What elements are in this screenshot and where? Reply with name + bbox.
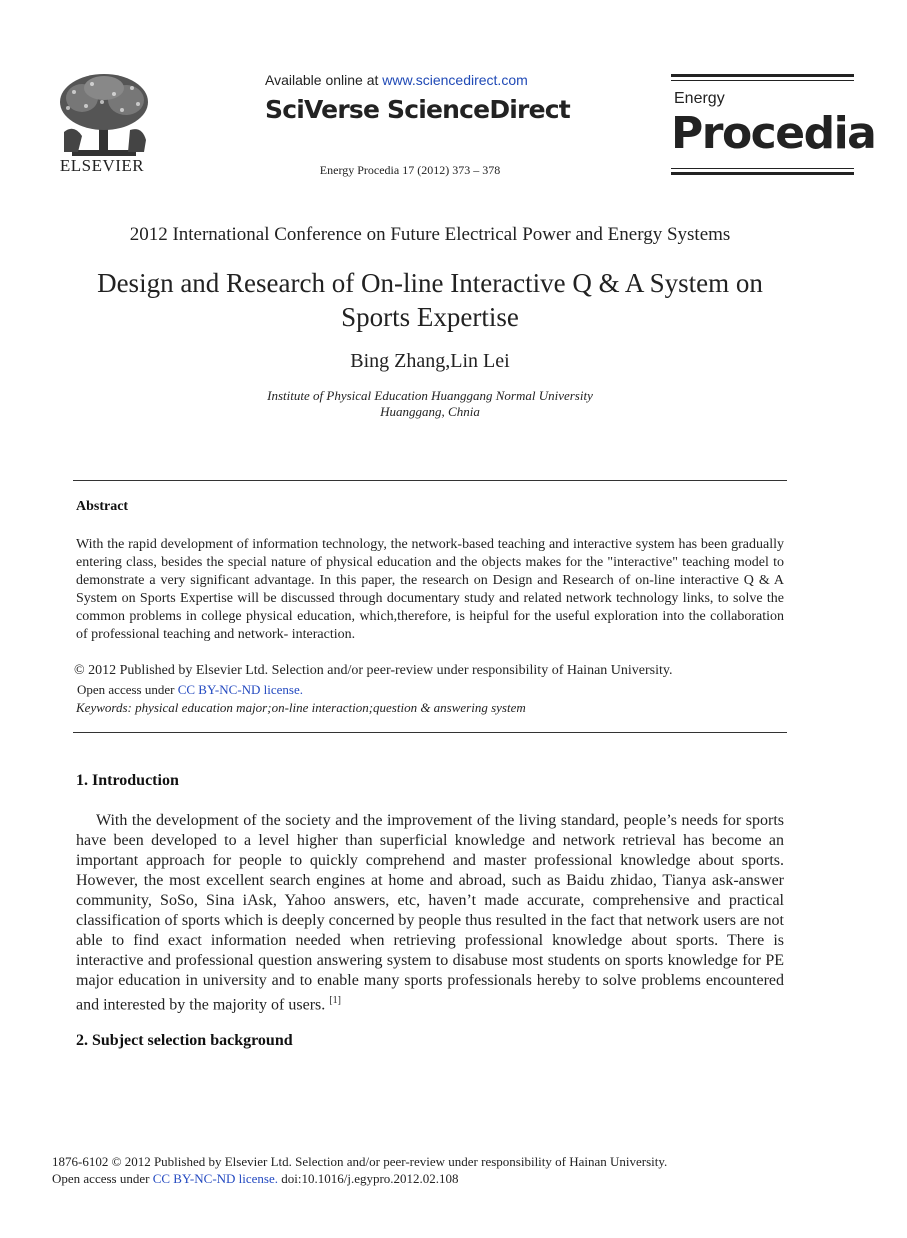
affiliation-line1: Institute of Physical Education Huanggang Normal University bbox=[267, 388, 593, 403]
journal-logo-line2: Procedia bbox=[671, 108, 876, 159]
authors: Bing Zhang,Lin Lei bbox=[350, 350, 510, 372]
open-access-label: Open access under bbox=[77, 682, 178, 697]
section-heading-background: 2. Subject selection background bbox=[76, 1032, 293, 1049]
open-access-line bbox=[77, 682, 303, 698]
logo-rule-bottom-thin bbox=[671, 168, 854, 169]
abstract-text: With the rapid development of information technology, the network-based teaching and interactive system has been gradually entering class, besides the special nature of physical education and the objects makes for the "interactive" teaching model to demonstrate a very significant advantage. In this paper, the research on Design and Research of on-line interactive Q & A System on Sports Expertise will be discussed through documentary study and related network technology links, to solve the common problems in college physical education, which,therefore, is heipful for the useful exploration into the collaboration of professional teaching and network- interaction. bbox=[76, 537, 784, 642]
available-online-line bbox=[265, 72, 565, 88]
journal-reference: Energy Procedia 17 (2012) 373 – 378 bbox=[319, 163, 501, 177]
paper-title: Design and Research of On-line Interactive Q & A System on Sports Expertise bbox=[97, 268, 763, 332]
footer-open-access-label: Open access under bbox=[52, 1171, 153, 1186]
affiliation bbox=[0, 388, 860, 420]
section-heading-introduction: 1. Introduction bbox=[76, 772, 179, 789]
footer-license-link[interactable]: CC BY-NC-ND license. bbox=[152, 1171, 279, 1186]
footer-doi[interactable]: doi:10.1016/j.egypro.2012.02.108 bbox=[281, 1171, 459, 1186]
journal-logo bbox=[671, 74, 876, 178]
license-link[interactable]: CC BY-NC-ND license. bbox=[177, 682, 304, 697]
logo-rule-bottom bbox=[671, 172, 854, 175]
sciencedirect-link[interactable]: www.sciencedirect.com bbox=[382, 72, 528, 88]
citation-marker[interactable]: [1] bbox=[329, 995, 341, 1006]
available-online-label: Available online at bbox=[265, 72, 383, 88]
platform-name: SciVerse ScienceDirect bbox=[265, 95, 570, 124]
logo-rule-top-thin bbox=[671, 80, 854, 81]
affiliation-line2: Huanggang, Chnia bbox=[380, 404, 480, 419]
footer-open-access bbox=[52, 1171, 459, 1187]
abstract-heading: Abstract bbox=[76, 499, 129, 514]
logo-rule-top bbox=[671, 74, 854, 77]
introduction-paragraph bbox=[76, 811, 784, 1015]
publisher-wordmark: ELSEVIER bbox=[59, 156, 145, 175]
divider-bottom bbox=[73, 732, 787, 733]
journal-logo-line1: Energy bbox=[674, 90, 725, 107]
divider-top bbox=[73, 480, 787, 481]
conference-name: 2012 International Conference on Future Electrical Power and Energy Systems bbox=[129, 224, 731, 245]
introduction-text: With the development of the society and the improvement of the living standard, people’s needs for sports have been developed to a level higher than superficial knowledge and network retrieval has become an important approach for people to quickly comprehend and master professional knowledge about sports. However, the most excellent search engines at home and abroad, such as Baidu zhidao, Tianya ask-answer community, SoSo, Sina iAsk, Yahoo answers, etc, haven’t made accurate, comprehensive and practical classification of sports which is deeply concerned by people thus resulted in the fact that network users are not able to find exact information needed when retrieving professional knowledge about sports. There is interactive and professional question answering system to disabuse most students on sports knowledge for PE major education in university and to enable many sports professionals hereby to solve problems encountered and interested by the majority of users. bbox=[76, 812, 784, 1014]
footer-copyright: 1876-6102 © 2012 Published by Elsevier Ltd. Selection and/or peer-review under responsibility of Hainan University. bbox=[52, 1154, 668, 1169]
copyright-notice: © 2012 Published by Elsevier Ltd. Selection and/or peer-review under responsibility of Hainan University. bbox=[74, 663, 673, 678]
keywords: Keywords: physical education major;on-line interaction;question & answering system bbox=[76, 700, 526, 715]
